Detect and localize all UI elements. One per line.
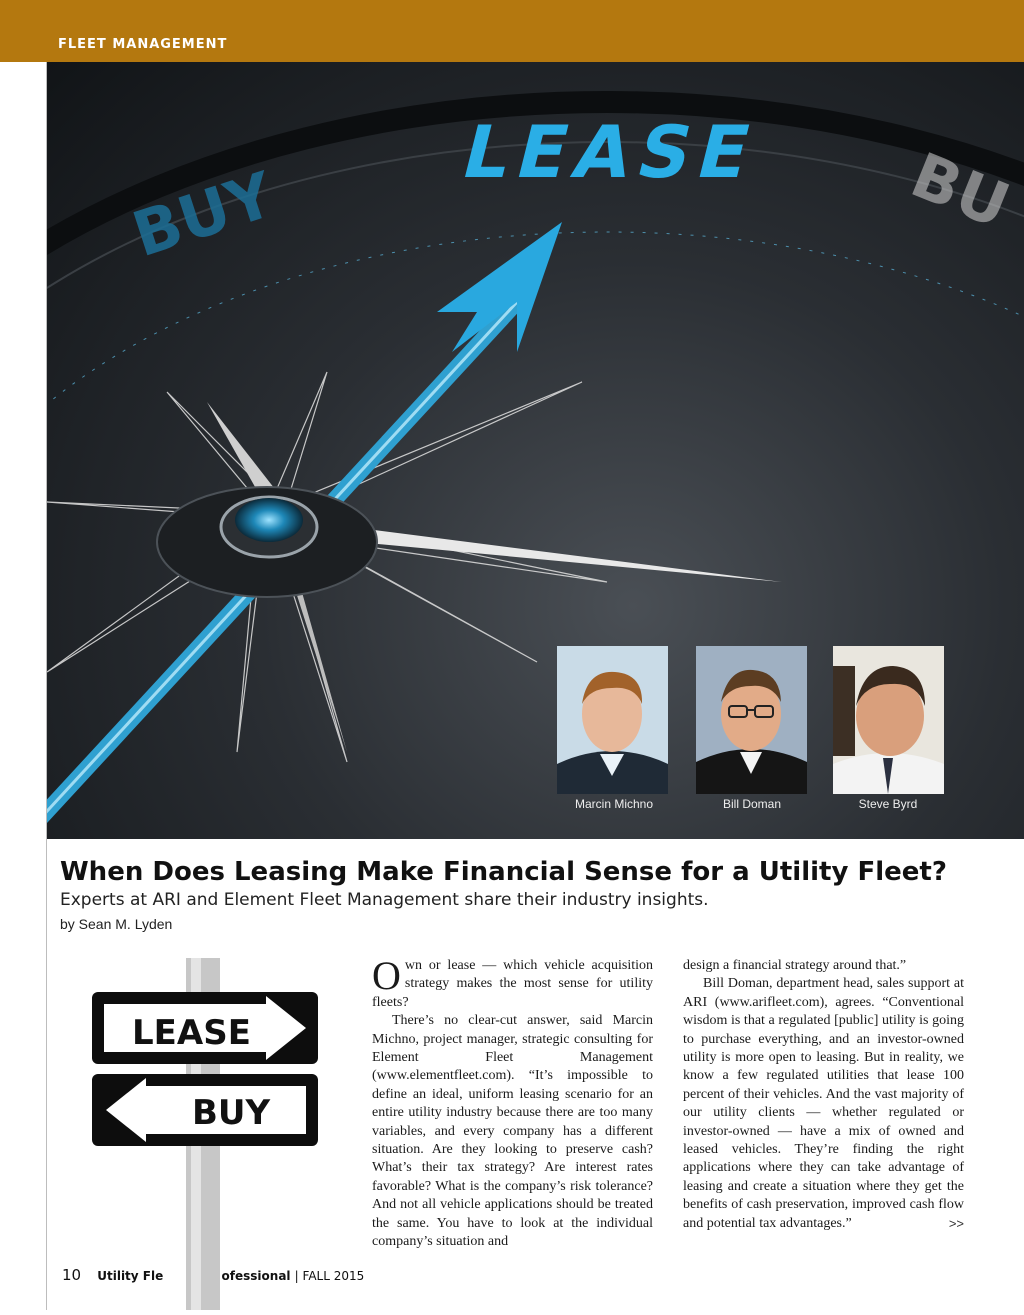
article-column-2 [683, 957, 964, 1233]
lease-buy-signs-image [88, 958, 328, 1310]
column2-paragraph-1: design a financial strategy around that.” [683, 958, 907, 973]
caption-bill-doman: Bill Doman [722, 797, 782, 811]
street-sign-illustration [88, 958, 328, 1310]
magazine-name-right: ofessional [221, 1269, 291, 1283]
article-column-1 [372, 953, 653, 1252]
sign-lease-text: LEASE [132, 1013, 251, 1053]
article-title: When Does Leasing Make Financial Sense for a Utility Fleet? [60, 857, 947, 887]
section-header-bar [0, 0, 1024, 62]
caption-marcin-michno: Marcin Michno [574, 797, 654, 811]
page-number: 10 [62, 1266, 82, 1284]
dial-word-bu: BU [901, 138, 1020, 243]
portrait-marcin-michno [557, 646, 668, 794]
article-subtitle: Experts at ARI and Element Fleet Management share their industry insights. [60, 890, 709, 910]
magazine-name-left: Utility Fle [97, 1269, 164, 1283]
article-byline: by Sean M. Lyden [60, 916, 173, 932]
sign-buy-text: BUY [192, 1093, 271, 1133]
footer-separator: | [294, 1269, 303, 1283]
column1-paragraph-1 [372, 953, 653, 1012]
caption-steve-byrd: Steve Byrd [858, 797, 918, 811]
person-photo [833, 646, 944, 794]
section-label: FLEET MANAGEMENT [58, 37, 228, 52]
compass-hub-center [235, 498, 303, 542]
issue-date: FALL 2015 [302, 1269, 365, 1283]
column1-paragraph-1-text: wn or lease — which vehicle acquisition strategy makes the most sense for utility fleets? [372, 958, 653, 1010]
portrait-bill-doman [696, 646, 807, 794]
person-photo [557, 646, 668, 794]
column1-paragraph-2: There’s no clear-cut answer, said Marcin Michno, project manager, strategic consulting for Element Fleet Management (www.elementfleet.com). “It’s impossible to define an ideal, uniform leasing scenario for an entire utility industry because there are too many variables, and every company has a different situation. Are they looking to preserve cash? What’s their tax strategy? Are interest rates favorable? What is the company’s risk tolerance? And not all vehicle applications should be treated the same. You have to look at the individual company’s situation and [372, 1013, 653, 1250]
portrait-steve-byrd [833, 646, 944, 794]
continue-mark: >> [948, 1215, 964, 1231]
person-photo [696, 646, 807, 794]
column2-paragraph-2 [683, 975, 964, 1233]
page-footer [62, 1266, 364, 1284]
drop-cap: O [372, 953, 401, 998]
column2-paragraph-2-text: Bill Doman, department head, sales support at ARI (www.arifleet.com), agrees. “Conventional wisdom is that a regulated [public] utility is going to purchase everything, and an investor-owned utility is more open to leasing. But in reality, we know a few regulated utilities that lease 100 percent of their vehicles. And the vast majority of our utility clients — whether regulated or investor-owned — have a mix of owned and leased vehicles. They’re finding the right applications where they can take advantage of leasing and create a situation where they get the benefits of cash preservation, improved cash flow and potential tax advantages.” [683, 976, 964, 1231]
dial-word-lease: LEASE [453, 111, 767, 195]
dial-word-buy: BUY [124, 157, 283, 272]
